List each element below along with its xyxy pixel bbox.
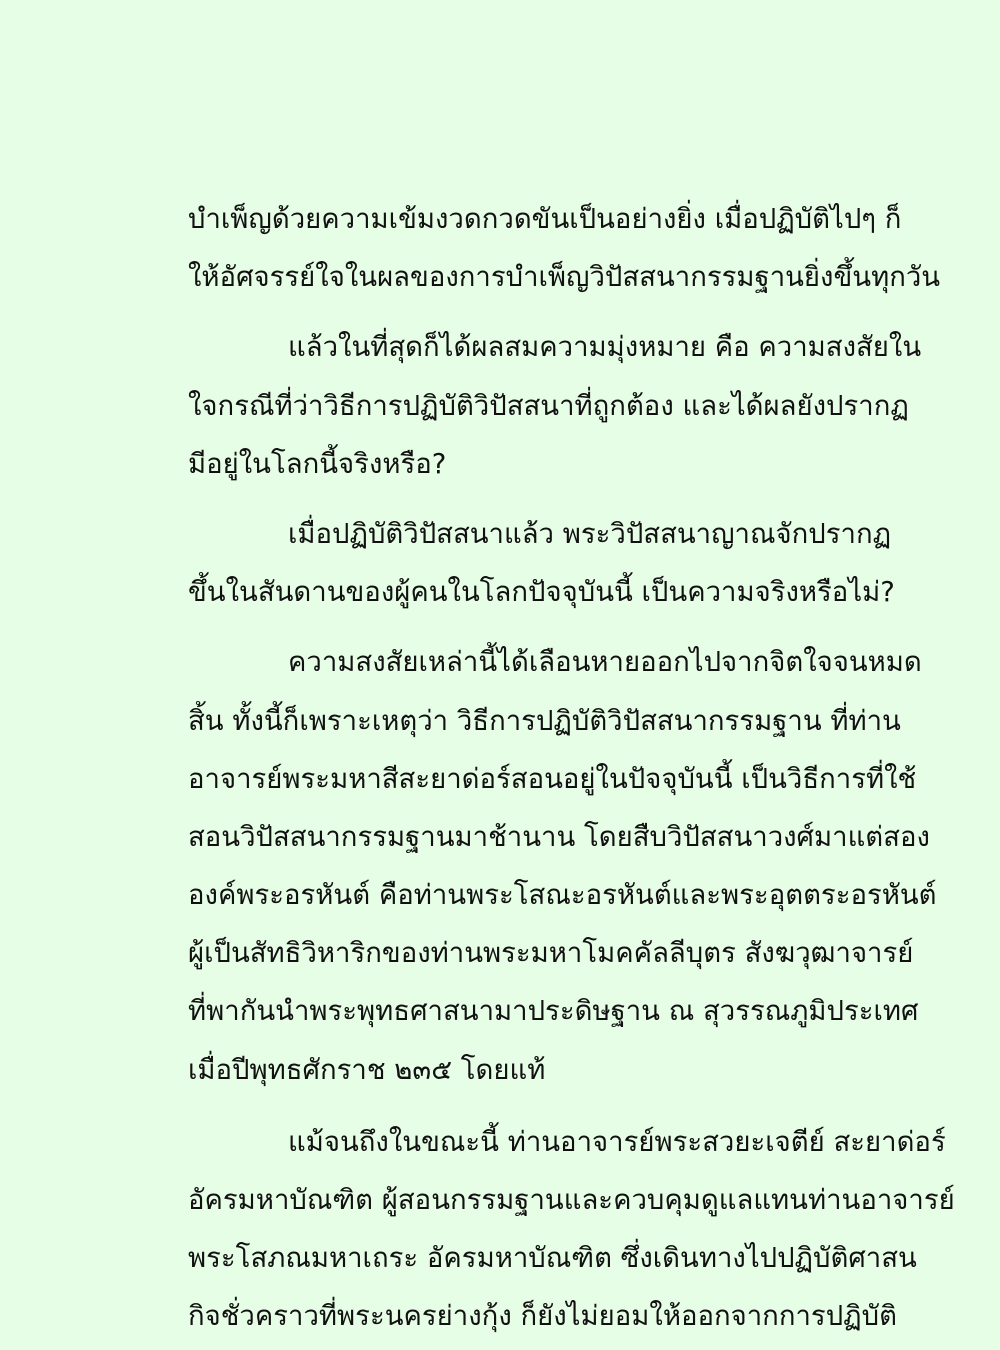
paragraph-first-line: แล้วในที่สุดก็ได้ผลสมความมุ่งหมาย คือ ความสงสัยใน: [288, 331, 922, 364]
text-line: สอนวิปัสสนากรรมฐานมาช้านาน โดยสืบวิปัสสนาวงศ์มาแต่สอง: [188, 820, 930, 853]
text-line: เมื่อปีพุทธศักราช ๒๓๕ โดยแท้: [188, 1053, 546, 1086]
paragraph-first-line: แม้จนถึงในขณะนี้ ท่านอาจารย์พระสวยะเจตีย์ สะยาด่อร์: [288, 1125, 946, 1158]
text-line: ขึ้นในสันดานของผู้คนในโลกปัจจุบันนี้ เป็นความจริงหรือไม่?: [188, 576, 895, 609]
text-line: สิ้น ทั้งนี้ก็เพราะเหตุว่า วิธีการปฏิบัติวิปัสสนากรรมฐาน ที่ท่าน: [188, 704, 901, 737]
text-line: อัครมหาบัณฑิต ผู้สอนกรรมฐานและควบคุมดูแลแทนท่านอาจารย์: [188, 1184, 955, 1216]
paragraph-first-line: ความสงสัยเหล่านี้ได้เลือนหายออกไปจากจิตใจจนหมด: [288, 646, 922, 679]
text-line: ใจกรณีที่ว่าวิธีการปฏิบัติวิปัสสนาที่ถูกต้อง และได้ผลยังปรากฏ: [188, 389, 909, 422]
text-line: ให้อัศจรรย์ใจในผลของการบำเพ็ญวิปัสสนากรรมฐานยิ่งขึ้นทุกวัน: [188, 261, 941, 294]
text-line: บำเพ็ญด้วยความเข้มงวดกวดขันเป็นอย่างยิ่ง เมื่อปฏิบัติไปๆ ก็: [188, 203, 902, 235]
text-line: กิจชั่วคราวที่พระนครย่างกุ้ง ก็ยังไม่ยอมให้ออกจากการปฏิบัติ: [188, 1300, 897, 1333]
text-line: องค์พระอรหันต์ คือท่านพระโสณะอรหันต์และพระอุตตระอรหันต์: [188, 879, 937, 912]
text-line: ที่พากันนำพระพุทธศาสนามาประดิษฐาน ณ สุวรรณภูมิประเทศ: [188, 995, 919, 1028]
text-line: มีอยู่ในโลกนี้จริงหรือ?: [188, 447, 447, 480]
text-line: พระโสภณมหาเถระ อัครมหาบัณฑิต ซึ่งเดินทางไปปฏิบัติศาสน: [188, 1242, 917, 1275]
body-text: [188, 190, 955, 1346]
text-line: ผู้เป็นสัทธิวิหาริกของท่านพระมหาโมคคัลลีบุตร สังฆวุฒาจารย์: [188, 937, 914, 970]
text-line: อาจารย์พระมหาสีสะยาด่อร์สอนอยู่ในปัจจุบันนี้ เป็นวิธีการที่ใช้: [188, 762, 917, 795]
paragraph-first-line: เมื่อปฏิบัติวิปัสสนาแล้ว พระวิปัสสนาญาณจักปรากฏ: [288, 517, 892, 550]
